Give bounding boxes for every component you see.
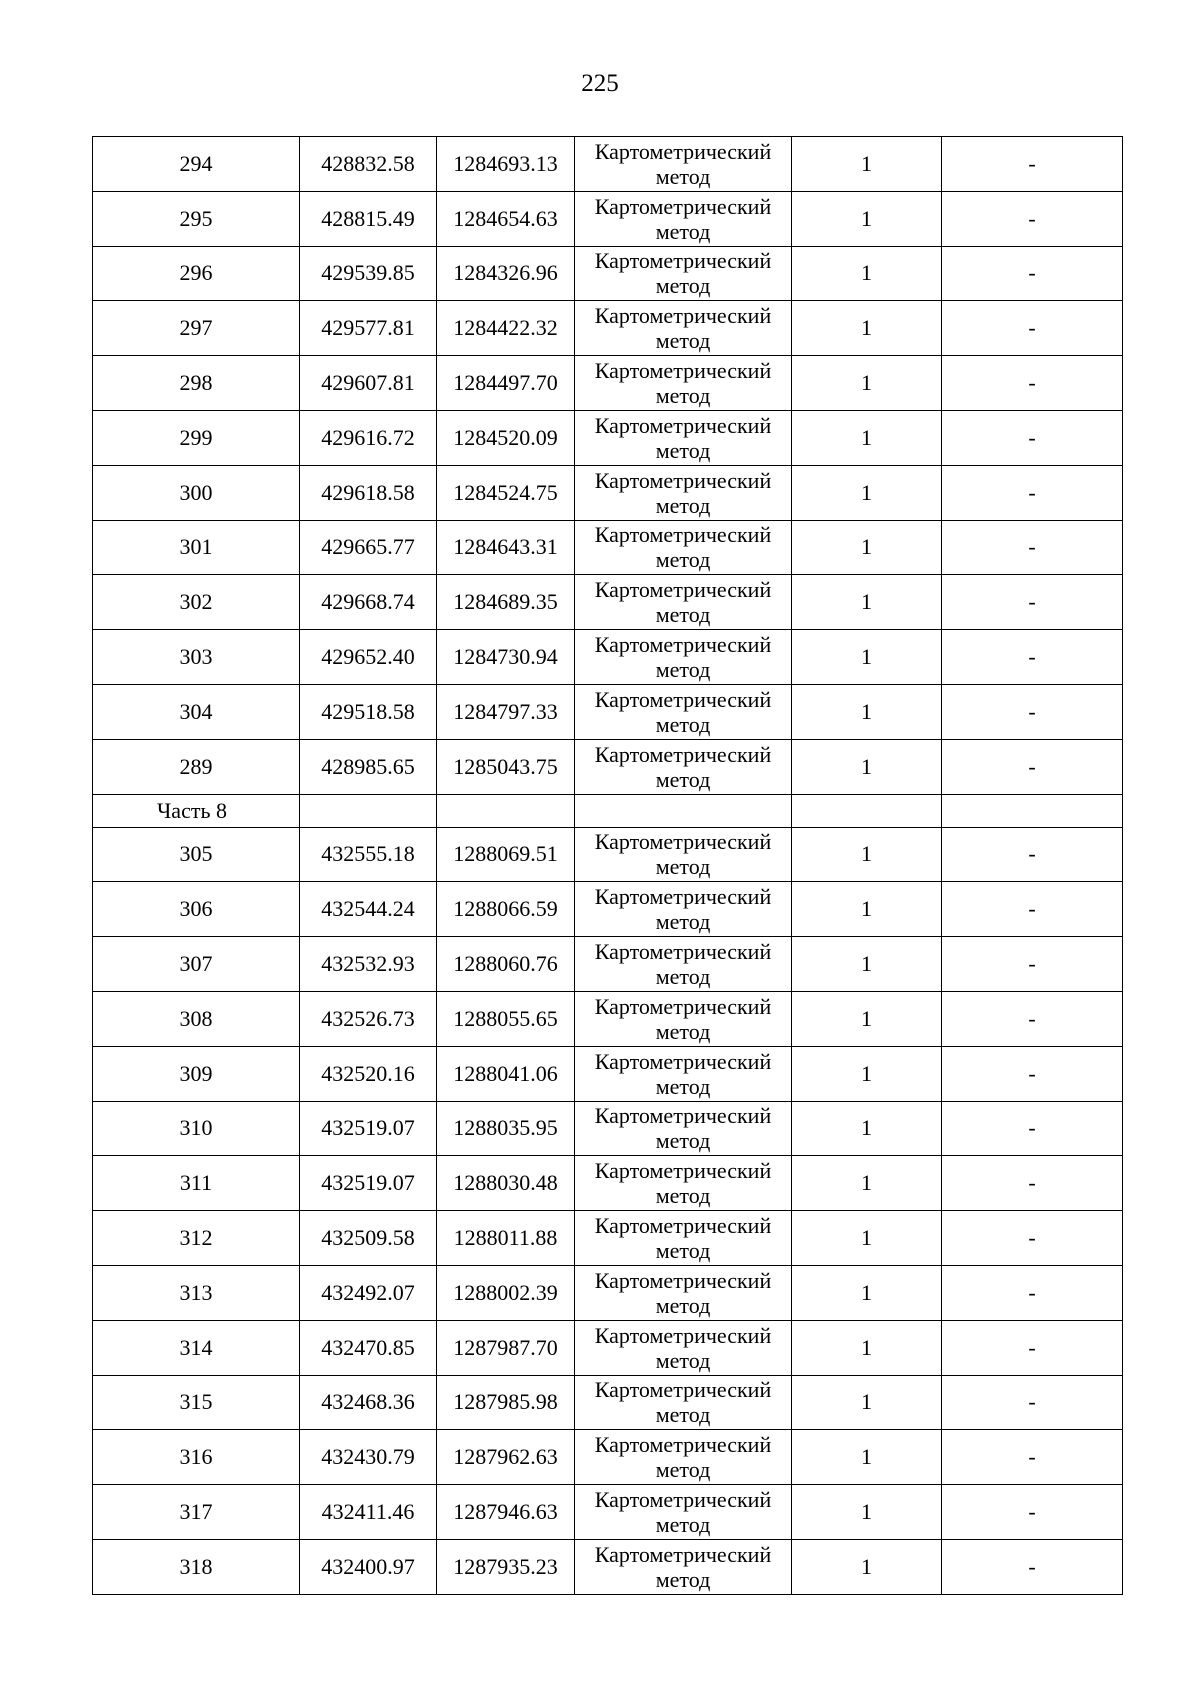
- description-cell: -: [942, 191, 1123, 246]
- method-line-1: Картометрический: [594, 1377, 772, 1403]
- y-coordinate-cell: 1288041.06: [437, 1046, 575, 1101]
- table-row: [93, 1046, 1123, 1101]
- description-cell: -: [942, 1485, 1123, 1540]
- method-line-2: метод: [655, 1457, 711, 1483]
- method-line-2: метод: [655, 766, 711, 792]
- x-coordinate-cell: 432470.85: [300, 1320, 437, 1375]
- description-cell: -: [942, 1156, 1123, 1211]
- point-number-cell: 309: [93, 1046, 300, 1101]
- precision-cell: 1: [792, 991, 942, 1046]
- point-number-cell: 311: [93, 1156, 300, 1211]
- table-row: [93, 1211, 1123, 1266]
- y-coordinate-cell: 1284643.31: [437, 520, 575, 575]
- y-coordinate-cell: 1287987.70: [437, 1320, 575, 1375]
- y-coordinate-cell: 1284524.75: [437, 465, 575, 520]
- method-line-2: метод: [655, 218, 711, 244]
- x-coordinate-cell: 429618.58: [300, 465, 437, 520]
- table-row: [93, 575, 1123, 630]
- point-number-cell: 300: [93, 465, 300, 520]
- description-cell: -: [942, 137, 1123, 192]
- method-line-2: метод: [655, 328, 711, 354]
- point-number-cell: 299: [93, 410, 300, 465]
- method-line-1: Картометрический: [594, 1322, 772, 1348]
- method-line-2: метод: [655, 964, 711, 990]
- x-coordinate-cell: 432555.18: [300, 827, 437, 882]
- x-coordinate-cell: 429539.85: [300, 246, 437, 301]
- method-line-2: метод: [655, 492, 711, 518]
- point-number-cell: 307: [93, 937, 300, 992]
- method-line-2: метод: [655, 1183, 711, 1209]
- method-line-1: Картометрический: [594, 632, 772, 658]
- x-coordinate-cell: 429577.81: [300, 301, 437, 356]
- precision-cell: 1: [792, 937, 942, 992]
- x-coordinate-cell: 429616.72: [300, 410, 437, 465]
- description-cell: -: [942, 882, 1123, 937]
- x-coordinate-cell: 432526.73: [300, 991, 437, 1046]
- method-line-1: Картометрический: [594, 193, 772, 219]
- table-body-part-b: [93, 827, 1123, 1594]
- description-cell: -: [942, 520, 1123, 575]
- method-cell: [575, 882, 792, 937]
- x-coordinate-cell: 432509.58: [300, 1211, 437, 1266]
- method-line-2: метод: [655, 1402, 711, 1428]
- method-line-1: Картометрический: [594, 303, 772, 329]
- table-row: [93, 520, 1123, 575]
- description-cell: -: [942, 246, 1123, 301]
- y-coordinate-cell: 1287935.23: [437, 1539, 575, 1594]
- precision-cell: 1: [792, 1320, 942, 1375]
- x-coordinate-cell: 428832.58: [300, 137, 437, 192]
- method-cell: [575, 937, 792, 992]
- point-number-cell: 310: [93, 1101, 300, 1156]
- method-line-2: метод: [655, 273, 711, 299]
- description-cell: -: [942, 465, 1123, 520]
- precision-cell: 1: [792, 1539, 942, 1594]
- y-coordinate-cell: 1288055.65: [437, 991, 575, 1046]
- point-number-cell: 298: [93, 356, 300, 411]
- description-cell: -: [942, 991, 1123, 1046]
- empty-cell: [575, 794, 792, 827]
- table-row: [93, 1485, 1123, 1540]
- method-line-2: метод: [655, 1512, 711, 1538]
- description-cell: -: [942, 575, 1123, 630]
- method-cell: [575, 1485, 792, 1540]
- table-row: [93, 1375, 1123, 1430]
- precision-cell: 1: [792, 882, 942, 937]
- method-line-2: метод: [655, 437, 711, 463]
- method-line-1: Картометрический: [594, 522, 772, 548]
- precision-cell: 1: [792, 630, 942, 685]
- method-line-1: Картометрический: [594, 1213, 772, 1239]
- x-coordinate-cell: 432519.07: [300, 1156, 437, 1211]
- y-coordinate-cell: 1284497.70: [437, 356, 575, 411]
- description-cell: -: [942, 630, 1123, 685]
- point-number-cell: 317: [93, 1485, 300, 1540]
- point-number-cell: 303: [93, 630, 300, 685]
- point-number-cell: 313: [93, 1265, 300, 1320]
- method-cell: [575, 191, 792, 246]
- y-coordinate-cell: 1287962.63: [437, 1430, 575, 1485]
- method-line-2: метод: [655, 657, 711, 683]
- method-line-1: Картометрический: [594, 939, 772, 965]
- x-coordinate-cell: 432544.24: [300, 882, 437, 937]
- x-coordinate-cell: 432520.16: [300, 1046, 437, 1101]
- empty-cell: [942, 794, 1123, 827]
- table-row: [93, 1101, 1123, 1156]
- x-coordinate-cell: 432532.93: [300, 937, 437, 992]
- method-line-1: Картометрический: [594, 412, 772, 438]
- point-number-cell: 318: [93, 1539, 300, 1594]
- section-row: [93, 794, 1123, 827]
- precision-cell: 1: [792, 301, 942, 356]
- table-row: [93, 410, 1123, 465]
- y-coordinate-cell: 1284520.09: [437, 410, 575, 465]
- method-cell: [575, 246, 792, 301]
- point-number-cell: 315: [93, 1375, 300, 1430]
- table-row: [93, 937, 1123, 992]
- table-row: [93, 301, 1123, 356]
- method-line-1: Картометрический: [594, 467, 772, 493]
- method-line-2: метод: [655, 909, 711, 935]
- x-coordinate-cell: 432468.36: [300, 1375, 437, 1430]
- point-number-cell: 305: [93, 827, 300, 882]
- description-cell: -: [942, 1101, 1123, 1156]
- method-cell: [575, 137, 792, 192]
- method-line-2: метод: [655, 1292, 711, 1318]
- method-cell: [575, 684, 792, 739]
- method-line-1: Картометрический: [594, 686, 772, 712]
- y-coordinate-cell: 1284797.33: [437, 684, 575, 739]
- point-number-cell: 297: [93, 301, 300, 356]
- y-coordinate-cell: 1284730.94: [437, 630, 575, 685]
- y-coordinate-cell: 1288066.59: [437, 882, 575, 937]
- x-coordinate-cell: 429518.58: [300, 684, 437, 739]
- precision-cell: 1: [792, 465, 942, 520]
- method-line-2: метод: [655, 1566, 711, 1592]
- method-line-2: метод: [655, 602, 711, 628]
- description-cell: -: [942, 937, 1123, 992]
- y-coordinate-cell: 1284693.13: [437, 137, 575, 192]
- precision-cell: 1: [792, 356, 942, 411]
- method-line-2: метод: [655, 1073, 711, 1099]
- y-coordinate-cell: 1288030.48: [437, 1156, 575, 1211]
- description-cell: -: [942, 1430, 1123, 1485]
- point-number-cell: 308: [93, 991, 300, 1046]
- x-coordinate-cell: 428985.65: [300, 739, 437, 794]
- y-coordinate-cell: 1287985.98: [437, 1375, 575, 1430]
- table-row: [93, 1265, 1123, 1320]
- x-coordinate-cell: 432400.97: [300, 1539, 437, 1594]
- method-line-1: Картометрический: [594, 248, 772, 274]
- method-line-1: Картометрический: [594, 1432, 772, 1458]
- precision-cell: 1: [792, 246, 942, 301]
- y-coordinate-cell: 1285043.75: [437, 739, 575, 794]
- method-line-2: метод: [655, 383, 711, 409]
- precision-cell: 1: [792, 1211, 942, 1266]
- y-coordinate-cell: 1288035.95: [437, 1101, 575, 1156]
- precision-cell: 1: [792, 1101, 942, 1156]
- point-number-cell: 316: [93, 1430, 300, 1485]
- description-cell: -: [942, 1265, 1123, 1320]
- precision-cell: 1: [792, 410, 942, 465]
- table-row: [93, 991, 1123, 1046]
- method-cell: [575, 739, 792, 794]
- section-label: Часть 8: [93, 794, 300, 827]
- method-line-1: Картометрический: [594, 1267, 772, 1293]
- precision-cell: 1: [792, 684, 942, 739]
- table-row: [93, 827, 1123, 882]
- precision-cell: 1: [792, 1375, 942, 1430]
- precision-cell: 1: [792, 827, 942, 882]
- y-coordinate-cell: 1288002.39: [437, 1265, 575, 1320]
- method-line-2: метод: [655, 1238, 711, 1264]
- method-line-1: Картометрический: [594, 1048, 772, 1074]
- precision-cell: 1: [792, 1265, 942, 1320]
- description-cell: -: [942, 1211, 1123, 1266]
- method-cell: [575, 575, 792, 630]
- precision-cell: 1: [792, 520, 942, 575]
- point-number-cell: 302: [93, 575, 300, 630]
- method-line-1: Картометрический: [594, 577, 772, 603]
- table-row: [93, 137, 1123, 192]
- point-number-cell: 295: [93, 191, 300, 246]
- method-line-1: Картометрический: [594, 138, 772, 164]
- x-coordinate-cell: 432519.07: [300, 1101, 437, 1156]
- description-cell: -: [942, 739, 1123, 794]
- y-coordinate-cell: 1284689.35: [437, 575, 575, 630]
- method-cell: [575, 1430, 792, 1485]
- method-line-1: Картометрический: [594, 829, 772, 855]
- point-number-cell: 294: [93, 137, 300, 192]
- method-cell: [575, 1375, 792, 1430]
- method-cell: [575, 356, 792, 411]
- precision-cell: 1: [792, 739, 942, 794]
- x-coordinate-cell: 432411.46: [300, 1485, 437, 1540]
- x-coordinate-cell: 429607.81: [300, 356, 437, 411]
- method-cell: [575, 827, 792, 882]
- method-line-2: метод: [655, 1128, 711, 1154]
- method-cell: [575, 1539, 792, 1594]
- section-header: [93, 794, 1123, 827]
- method-line-2: метод: [655, 711, 711, 737]
- method-line-1: Картометрический: [594, 741, 772, 767]
- point-number-cell: 301: [93, 520, 300, 575]
- empty-cell: [437, 794, 575, 827]
- table-row: [93, 882, 1123, 937]
- y-coordinate-cell: 1288060.76: [437, 937, 575, 992]
- method-line-2: метод: [655, 854, 711, 880]
- y-coordinate-cell: 1287946.63: [437, 1485, 575, 1540]
- y-coordinate-cell: 1284422.32: [437, 301, 575, 356]
- method-cell: [575, 1320, 792, 1375]
- precision-cell: 1: [792, 575, 942, 630]
- point-number-cell: 306: [93, 882, 300, 937]
- x-coordinate-cell: 429665.77: [300, 520, 437, 575]
- table-row: [93, 191, 1123, 246]
- point-number-cell: 314: [93, 1320, 300, 1375]
- table-row: [93, 684, 1123, 739]
- y-coordinate-cell: 1284654.63: [437, 191, 575, 246]
- method-cell: [575, 630, 792, 685]
- method-cell: [575, 520, 792, 575]
- point-number-cell: 304: [93, 684, 300, 739]
- page-number: 225: [581, 70, 619, 97]
- method-cell: [575, 465, 792, 520]
- table-row: [93, 1539, 1123, 1594]
- method-line-1: Картометрический: [594, 884, 772, 910]
- coordinates-table: [92, 136, 1123, 1595]
- empty-cell: [792, 794, 942, 827]
- description-cell: -: [942, 1046, 1123, 1101]
- method-cell: [575, 1156, 792, 1211]
- table-row: [93, 356, 1123, 411]
- method-cell: [575, 301, 792, 356]
- table-row: [93, 739, 1123, 794]
- description-cell: -: [942, 410, 1123, 465]
- precision-cell: 1: [792, 191, 942, 246]
- empty-cell: [300, 794, 437, 827]
- method-line-1: Картометрический: [594, 1487, 772, 1513]
- x-coordinate-cell: 432430.79: [300, 1430, 437, 1485]
- table-row: [93, 1156, 1123, 1211]
- point-number-cell: 289: [93, 739, 300, 794]
- method-cell: [575, 1265, 792, 1320]
- table-body-part-a: [93, 137, 1123, 795]
- precision-cell: 1: [792, 1430, 942, 1485]
- description-cell: -: [942, 1539, 1123, 1594]
- method-line-1: Картометрический: [594, 1103, 772, 1129]
- method-line-2: метод: [655, 163, 711, 189]
- x-coordinate-cell: 432492.07: [300, 1265, 437, 1320]
- method-line-2: метод: [655, 1018, 711, 1044]
- table-row: [93, 1320, 1123, 1375]
- precision-cell: 1: [792, 1485, 942, 1540]
- table-row: [93, 630, 1123, 685]
- x-coordinate-cell: 428815.49: [300, 191, 437, 246]
- y-coordinate-cell: 1288069.51: [437, 827, 575, 882]
- table-row: [93, 1430, 1123, 1485]
- table-row: [93, 246, 1123, 301]
- precision-cell: 1: [792, 1156, 942, 1211]
- precision-cell: 1: [792, 1046, 942, 1101]
- method-line-2: метод: [655, 547, 711, 573]
- precision-cell: 1: [792, 137, 942, 192]
- description-cell: -: [942, 301, 1123, 356]
- method-line-1: Картометрический: [594, 1158, 772, 1184]
- method-cell: [575, 1211, 792, 1266]
- method-line-2: метод: [655, 1347, 711, 1373]
- point-number-cell: 312: [93, 1211, 300, 1266]
- method-cell: [575, 1046, 792, 1101]
- table-row: [93, 465, 1123, 520]
- y-coordinate-cell: 1288011.88: [437, 1211, 575, 1266]
- description-cell: -: [942, 1375, 1123, 1430]
- method-cell: [575, 1101, 792, 1156]
- description-cell: -: [942, 1320, 1123, 1375]
- y-coordinate-cell: 1284326.96: [437, 246, 575, 301]
- method-cell: [575, 991, 792, 1046]
- description-cell: -: [942, 356, 1123, 411]
- method-cell: [575, 410, 792, 465]
- method-line-1: Картометрический: [594, 358, 772, 384]
- x-coordinate-cell: 429652.40: [300, 630, 437, 685]
- point-number-cell: 296: [93, 246, 300, 301]
- x-coordinate-cell: 429668.74: [300, 575, 437, 630]
- description-cell: -: [942, 827, 1123, 882]
- description-cell: -: [942, 684, 1123, 739]
- method-line-1: Картометрический: [594, 1541, 772, 1567]
- method-line-1: Картометрический: [594, 993, 772, 1019]
